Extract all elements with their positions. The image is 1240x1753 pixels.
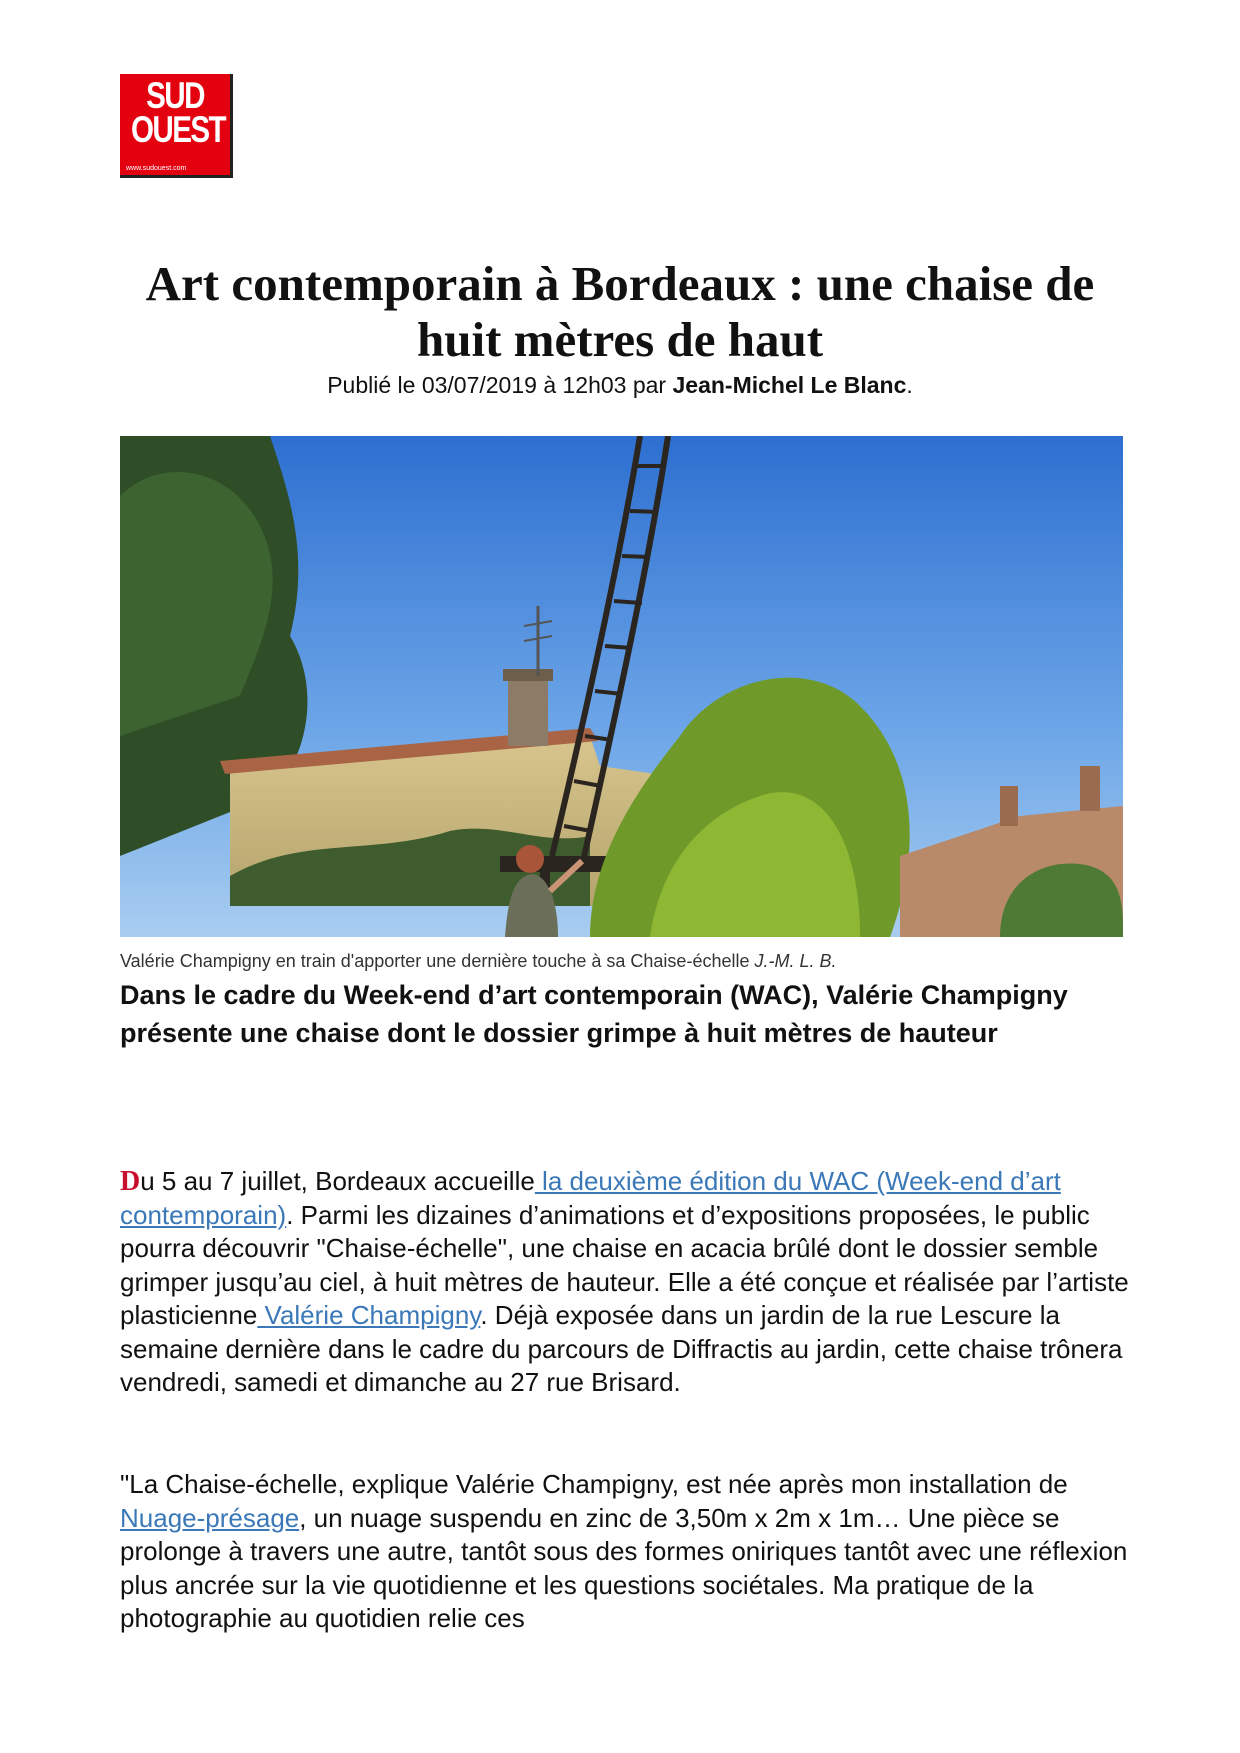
photo-caption bbox=[120, 950, 1120, 972]
photo-credit: J.-M. L. B. bbox=[754, 951, 837, 971]
byline-suffix: . bbox=[906, 372, 913, 398]
artist-link[interactable]: Valérie Champigny bbox=[257, 1300, 481, 1330]
drop-cap: D bbox=[120, 1166, 141, 1197]
nuage-presage-link[interactable]: Nuage-présage bbox=[120, 1502, 300, 1533]
article-photo bbox=[120, 436, 1123, 937]
logo-url: www.sudouest.com bbox=[126, 165, 187, 172]
paragraph-1 bbox=[120, 1165, 1130, 1400]
logo-line-2: OUEST bbox=[131, 109, 225, 150]
p2-text-1: "La Chaise-échelle, explique Valérie Champigny, est née après mon installation de bbox=[120, 1469, 1068, 1499]
article-byline bbox=[120, 371, 1120, 399]
p1-text-3: . Déjà exposée dans un jardin de la rue Lescure la semaine dernière dans le cadre du parcours de Diffractis au jardin, cette chaise trônera vendredi, samedi et dimanche au 27 rue Brisard. bbox=[120, 1300, 1123, 1397]
p1-text-2: . Parmi les dizaines d’animations et d’expositions proposées, le public pourra découvrir "Chaise-échelle", une chaise en acacia brûlé dont le dossier semble grimper jusqu’au ciel, à huit mètres de hauteur. Elle a été conçue et réalisée par l’artiste plasticienne bbox=[120, 1199, 1129, 1330]
p1-text-1: u 5 au 7 juillet, Bordeaux accueille bbox=[140, 1166, 535, 1196]
paragraph-2 bbox=[120, 1468, 1130, 1636]
article-title: Art contemporain à Bordeaux : une chaise de huit mètres de haut bbox=[145, 256, 1095, 367]
byline-author: Jean-Michel Le Blanc bbox=[672, 372, 907, 398]
p2-text-2: , un nuage suspendu en zinc de 3,50m x 2m x 1m… Une pièce se prolonge à travers une autre, tantôt sous des formes oniriques tantôt avec une réflexion plus ancrée sur la vie quotidienne et les questions sociétales. Ma pratique de la photographie au quotidien relie ces bbox=[120, 1502, 1128, 1633]
wac-link[interactable]: la deuxième édition du WAC (Week-end d’art contemporain) bbox=[120, 1166, 1061, 1230]
sud-ouest-logo[interactable] bbox=[120, 74, 233, 178]
logo-line-1: SUD bbox=[146, 75, 204, 116]
byline-date: Publié le 03/07/2019 à 12h03 par bbox=[327, 372, 673, 398]
article-lede: Dans le cadre du Week-end d’art contemporain (WAC), Valérie Champigny présente une chaise dont le dossier grimpe à huit mètres de hauteur bbox=[120, 980, 1068, 1048]
caption-text: Valérie Champigny en train d'apporter une dernière touche à sa Chaise-échelle bbox=[120, 951, 755, 971]
